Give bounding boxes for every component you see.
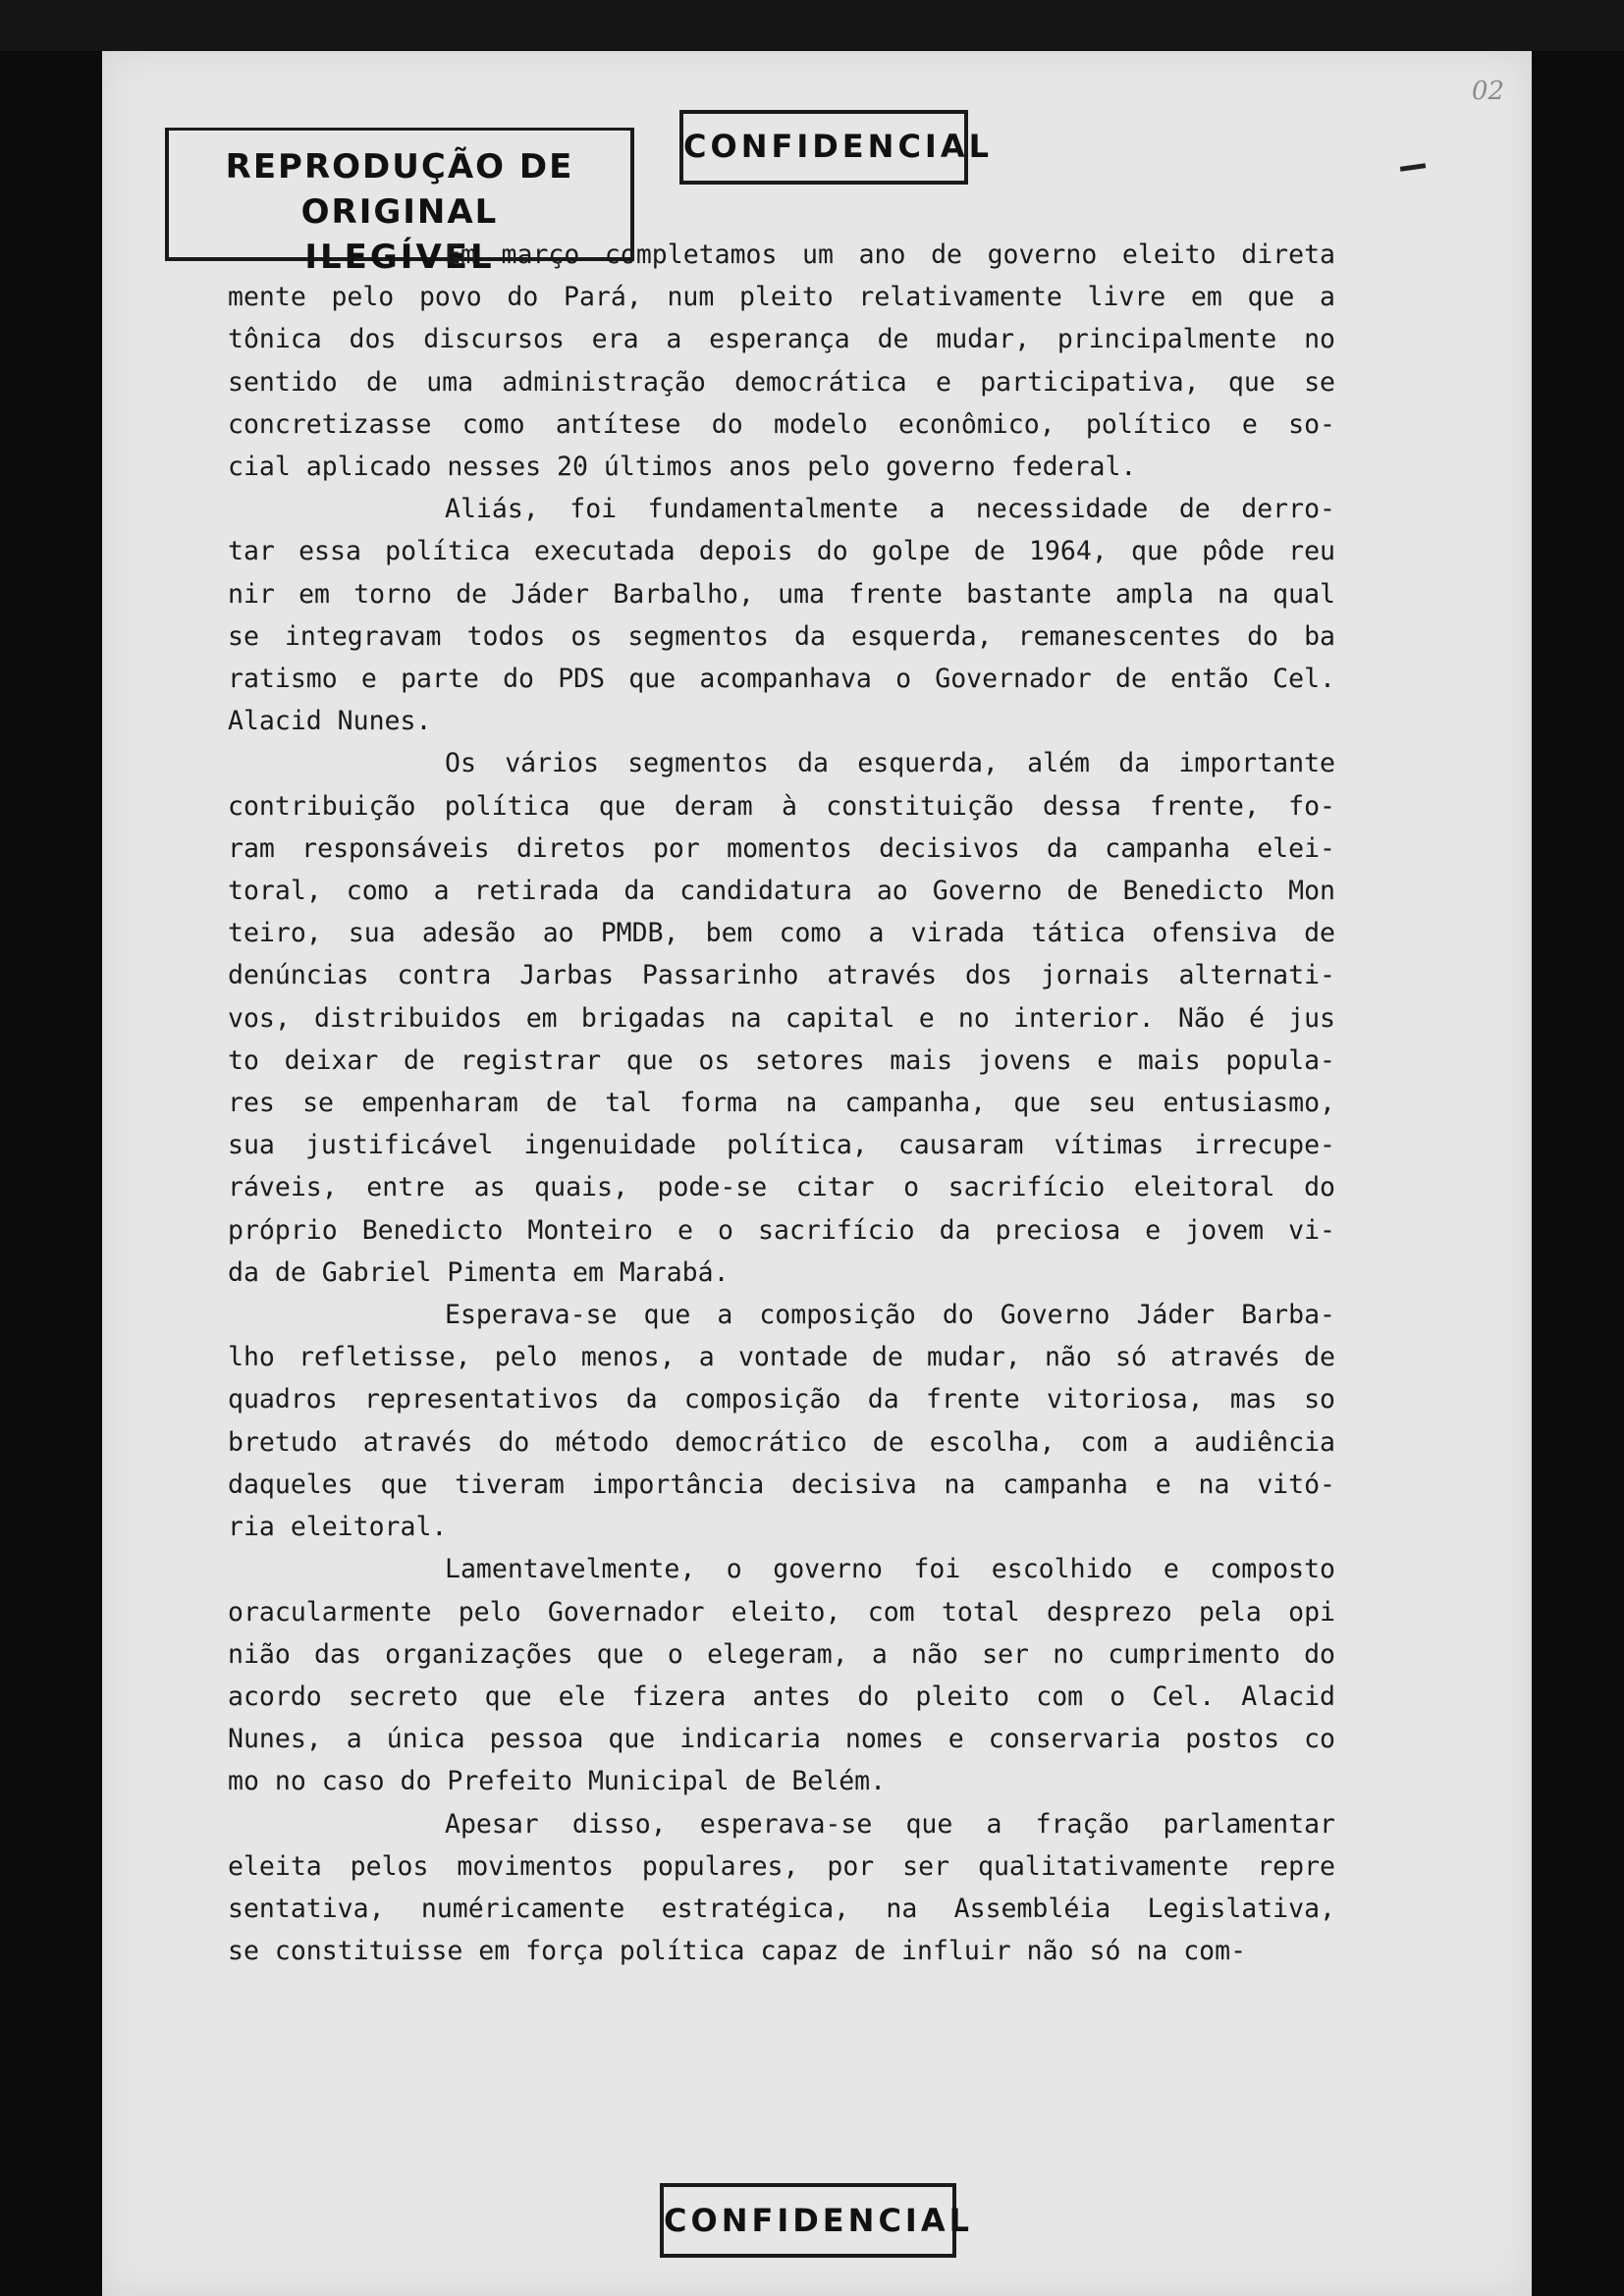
text-line: eleita pelos movimentos populares, por ser qualitativamente repre	[228, 1850, 1335, 1882]
text-line: se constituisse em força política capaz de influir não só na com-	[228, 1936, 1247, 1967]
scan-border	[0, 0, 1624, 51]
text-line: ráveis, entre as quais, pode-se citar o sacrifício eleitoral do	[228, 1172, 1335, 1203]
text-line: tônica dos discursos era a esperança de mudar, principalmente no	[228, 324, 1335, 355]
text-line: Apesar disso, esperava-se que a fração parlamentar	[445, 1808, 1335, 1840]
pen-mark	[1400, 163, 1426, 172]
text-line: lho refletisse, pelo menos, a vontade de mudar, não só através de	[228, 1342, 1335, 1373]
paragraph	[228, 742, 1335, 1294]
text-line: vos, distribuidos em brigadas na capital e no interior. Não é jus	[228, 1002, 1335, 1034]
text-line: ram responsáveis diretos por momentos decisivos da campanha elei-	[228, 832, 1335, 864]
text-line: teiro, sua adesão ao PMDB, bem como a virada tática ofensiva de	[228, 918, 1335, 949]
paragraph	[228, 1294, 1335, 1548]
text-line: res se empenharam de tal forma na campanha, que seu entusiasmo,	[228, 1088, 1335, 1119]
text-line: tar essa política executada depois do golpe de 1964, que pôde reu	[228, 536, 1335, 567]
paragraph	[228, 488, 1335, 742]
text-line: da de Gabriel Pimenta em Marabá.	[228, 1256, 730, 1288]
text-line: acordo secreto que ele fizera antes do pleito com o Cel. Alacid	[228, 1681, 1335, 1712]
text-line: bretudo através do método democrático de escolha, com a audiência	[228, 1426, 1335, 1458]
page-number: 02	[1471, 77, 1504, 106]
document-body	[228, 234, 1335, 1972]
text-line: contribuição política que deram à constituição dessa frente, fo-	[228, 790, 1335, 822]
text-line: daqueles que tiveram importância decisiva na campanha e na vitó-	[228, 1468, 1335, 1500]
text-line: toral, como a retirada da candidatura ao Governo de Benedicto Mon	[228, 876, 1335, 907]
text-line: nião das organizações que o elegeram, a não ser no cumprimento do	[228, 1638, 1335, 1670]
text-line: sua justificável ingenuidade política, causaram vítimas irrecupe-	[228, 1130, 1335, 1161]
text-line: denúncias contra Jarbas Passarinho através dos jornais alternati-	[228, 960, 1335, 991]
text-line: Os vários segmentos da esquerda, além da importante	[445, 748, 1335, 779]
text-line: sentido de uma administração democrática e participativa, que se	[228, 366, 1335, 398]
text-line: Alacid Nunes.	[228, 706, 432, 737]
confidential-stamp-top: CONFIDENCIAL	[679, 110, 968, 185]
text-line: Nunes, a única pessoa que indicaria nomes e conservaria postos co	[228, 1724, 1335, 1755]
text-line: mo no caso do Prefeito Municipal de Belém.	[228, 1766, 887, 1797]
text-line: mente pelo povo do Pará, num pleito relativamente livre em que a	[228, 282, 1335, 313]
paragraph	[228, 234, 1335, 488]
text-line: ria eleitoral.	[228, 1512, 448, 1543]
paragraph	[228, 1803, 1335, 1973]
text-line: oracularmente pelo Governador eleito, com total desprezo pela opi	[228, 1596, 1335, 1628]
stamp-line: REPRODUÇÃO DE ORIGINAL	[225, 147, 574, 232]
text-line: Em março completamos um ano de governo eleito direta	[445, 240, 1335, 270]
text-line: Esperava-se que a composição do Governo Jáder Barba-	[445, 1300, 1335, 1331]
stamp-line: ILEGÍVEL	[304, 238, 495, 277]
text-line: nir em torno de Jáder Barbalho, uma frente bastante ampla na qual	[228, 578, 1335, 610]
text-line: ratismo e parte do PDS que acompanhava o Governador de então Cel.	[228, 664, 1335, 695]
text-line: quadros representativos da composição da frente vitoriosa, mas so	[228, 1384, 1335, 1415]
text-line: Aliás, foi fundamentalmente a necessidade de derro-	[445, 494, 1335, 525]
text-line: se integravam todos os segmentos da esquerda, remanescentes do ba	[228, 620, 1335, 652]
text-line: sentativa, numéricamente estratégica, na Assembléia Legislativa,	[228, 1893, 1335, 1924]
paragraph	[228, 1548, 1335, 1802]
text-line: Lamentavelmente, o governo foi escolhido e composto	[445, 1554, 1335, 1585]
text-line: to deixar de registrar que os setores mais jovens e mais popula-	[228, 1044, 1335, 1076]
confidential-stamp-bottom: CONFIDENCIAL	[660, 2183, 956, 2258]
text-line: concretizasse como antítese do modelo econômico, político e so-	[228, 408, 1335, 440]
text-line: cial aplicado nesses 20 últimos anos pelo governo federal.	[228, 452, 1137, 483]
text-line: próprio Benedicto Monteiro e o sacrifício da preciosa e jovem vi-	[228, 1214, 1335, 1246]
